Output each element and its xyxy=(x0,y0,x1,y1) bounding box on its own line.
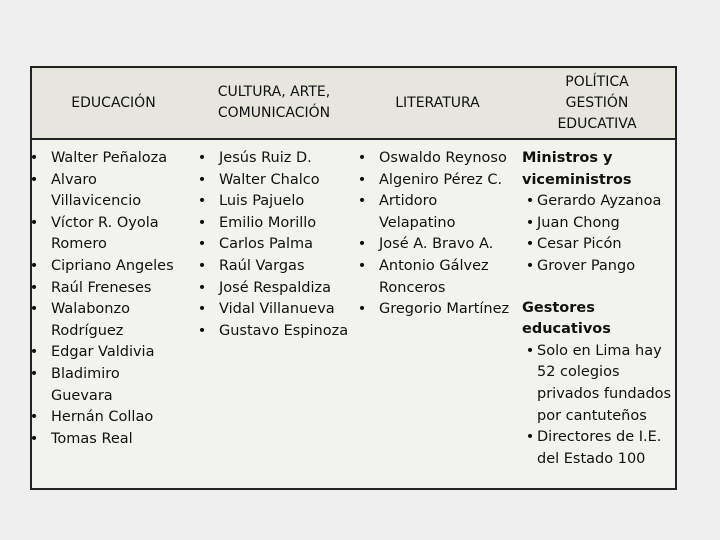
list-item: • Hernán Collao xyxy=(29,409,154,426)
list-item: • Vidal Villanueva xyxy=(197,301,335,318)
column-politica xyxy=(522,148,674,470)
list-item: • Luis Pajuelo xyxy=(197,193,305,210)
group-title-gestores: Gestores educativos xyxy=(522,299,611,338)
list-item: • Raúl Vargas xyxy=(197,257,305,274)
authors-table xyxy=(30,66,677,490)
list-item: • Bladimiro Guevara xyxy=(29,365,120,404)
list-item: • Gregorio Martínez xyxy=(357,301,510,318)
list-item: • Alvaro Villavicencio xyxy=(29,171,142,210)
list-item: • Cipriano Angeles xyxy=(29,257,174,274)
group-title-ministros: Ministros y viceministros xyxy=(522,150,632,188)
list-item: • Raúl Freneses xyxy=(29,279,152,296)
list-item: • Oswaldo Reynoso xyxy=(357,150,507,166)
list-item: • Walter Peñaloza xyxy=(29,150,168,166)
list-item: • Gerardo Ayzanoa xyxy=(525,193,662,210)
header-politica: POLÍTICA GESTIÓN EDUCATIVA xyxy=(557,73,637,132)
list-item: • Víctor R. Oyola Romero xyxy=(29,214,159,253)
list-item: • Algeniro Pérez C. xyxy=(357,171,503,188)
list-item: • Grover Pango xyxy=(525,257,636,274)
list-item: • Artidoro Velapatino xyxy=(357,193,456,231)
list-item: • Solo en Lima hay 52 colegios privados fundados por cantuteños xyxy=(525,342,672,424)
list-item: • Tomas Real xyxy=(29,430,133,447)
column-cultura xyxy=(194,148,356,342)
list-item: • Antonio Gálvez Ronceros xyxy=(357,257,489,296)
list-item: • José A. Bravo A. xyxy=(357,236,494,253)
list-item: • Edgar Valdivia xyxy=(29,344,155,361)
column-literatura xyxy=(354,148,514,321)
header-cultura: CULTURA, ARTE, COMUNICACIÓN xyxy=(217,84,331,121)
list-item: • Walter Chalco xyxy=(197,171,320,188)
list-item: • José Respaldiza xyxy=(197,279,331,296)
list-item: • Gustavo Espinoza xyxy=(197,322,349,339)
list-item: • Juan Chong xyxy=(525,214,620,231)
column-educacion xyxy=(26,148,178,450)
list-item: • Cesar Picón xyxy=(525,236,622,253)
list-item: • Carlos Palma xyxy=(197,236,314,253)
list-item: • Emilio Morillo xyxy=(197,214,317,231)
list-item: • Walabonzo Rodríguez xyxy=(29,301,130,339)
header-educacion: EDUCACIÓN xyxy=(71,94,156,111)
header-literatura: LITERATURA xyxy=(395,94,480,111)
list-item: • Jesús Ruiz D. xyxy=(197,150,312,166)
list-item: • Directores de I.E. del Estado 100 xyxy=(525,429,662,467)
